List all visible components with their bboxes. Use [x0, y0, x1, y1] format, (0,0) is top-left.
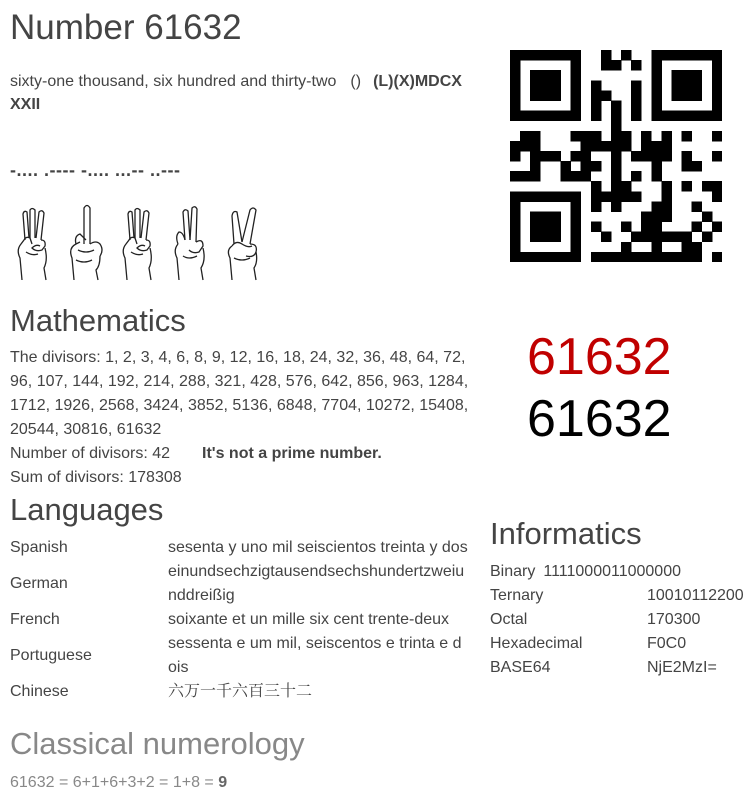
- sign-language-row: [12, 200, 270, 284]
- language-text: soixante et un mille six cent trente-deux: [168, 611, 450, 628]
- list-item: [490, 632, 687, 656]
- numerology-result: 9: [218, 774, 228, 791]
- parens-text: (): [350, 73, 362, 90]
- numerology-sum: 61632 = 6+1+6+3+2 = 1+8 =: [10, 774, 214, 791]
- six-sign-icon: [12, 200, 56, 282]
- table-row: [10, 536, 470, 560]
- languages-table: [10, 536, 470, 704]
- page-title: Number 61632: [10, 8, 242, 47]
- three-sign-icon: [169, 200, 213, 282]
- info-label: Octal: [490, 611, 528, 628]
- words-text: sixty-one thousand, six hundred and thirty-two: [10, 73, 337, 90]
- language-name: Portuguese: [10, 647, 92, 664]
- list-item: [490, 608, 701, 632]
- list-item: [490, 560, 681, 584]
- big-number-red: 61632: [527, 328, 672, 386]
- number-in-words: [10, 70, 470, 116]
- info-value: 170300: [647, 611, 701, 628]
- morse-code: -.... .---- -.... ...-- ..---: [10, 160, 181, 180]
- table-row: [10, 560, 470, 608]
- mathematics-heading: Mathematics: [10, 303, 186, 338]
- languages-heading: Languages: [10, 492, 164, 527]
- divisors-list: The divisors: 1, 2, 3, 4, 6, 8, 9, 12, 16, 18, 24, 32, 36, 48, 64, 72, 96, 107, 144, 192, 214, 288, 321, 428, 576, 642, 856, 963, 1284, 1712, 1926, 2568, 3424, 3852, 5136, 6848, 7704, 10272, 15408, 20544, 30816, 61632: [10, 349, 469, 438]
- language-name: German: [10, 575, 68, 592]
- table-row: [10, 680, 470, 704]
- six-sign-icon: [117, 200, 161, 282]
- info-label: Ternary: [490, 587, 544, 604]
- info-value: NjE2MzI=: [647, 659, 717, 676]
- language-name: French: [10, 611, 60, 628]
- info-value: F0C0: [647, 635, 687, 652]
- table-row: [10, 632, 470, 680]
- binary-label: Binary: [490, 563, 536, 580]
- number-of-divisors: Number of divisors: 42: [10, 445, 171, 462]
- list-item: [490, 656, 717, 680]
- numerology-formula: [10, 772, 227, 794]
- informatics-heading: Informatics: [490, 516, 642, 551]
- info-label: Hexadecimal: [490, 635, 583, 652]
- two-sign-icon: [222, 200, 266, 282]
- language-text: 六万一千六百三十二: [168, 683, 313, 700]
- numerology-heading: Classical numerology: [10, 726, 305, 761]
- roman-numeral: (L)(X)MDCX XXII: [10, 73, 462, 113]
- qr-code-icon: [510, 50, 722, 262]
- info-value: 10010112200: [647, 587, 744, 604]
- big-number-black: 61632: [527, 390, 672, 448]
- language-text: sesenta y uno mil seiscientos treinta y dos: [168, 539, 468, 556]
- language-text: sessenta e um mil, seiscentos e trinta e dois: [168, 635, 462, 676]
- language-name: Spanish: [10, 539, 68, 556]
- list-item: [490, 584, 744, 608]
- informatics-list: [490, 560, 744, 680]
- language-name: Chinese: [10, 683, 69, 700]
- sum-of-divisors: Sum of divisors: 178308: [10, 469, 182, 486]
- language-text: einundsechzigtausendsechshundertzweiunddreißig: [168, 563, 465, 604]
- table-row: [10, 608, 470, 632]
- binary-value: 1111000011000000: [543, 563, 681, 580]
- prime-status: It's not a prime number.: [202, 445, 382, 462]
- info-label: BASE64: [490, 659, 551, 676]
- one-sign-icon: [64, 200, 108, 282]
